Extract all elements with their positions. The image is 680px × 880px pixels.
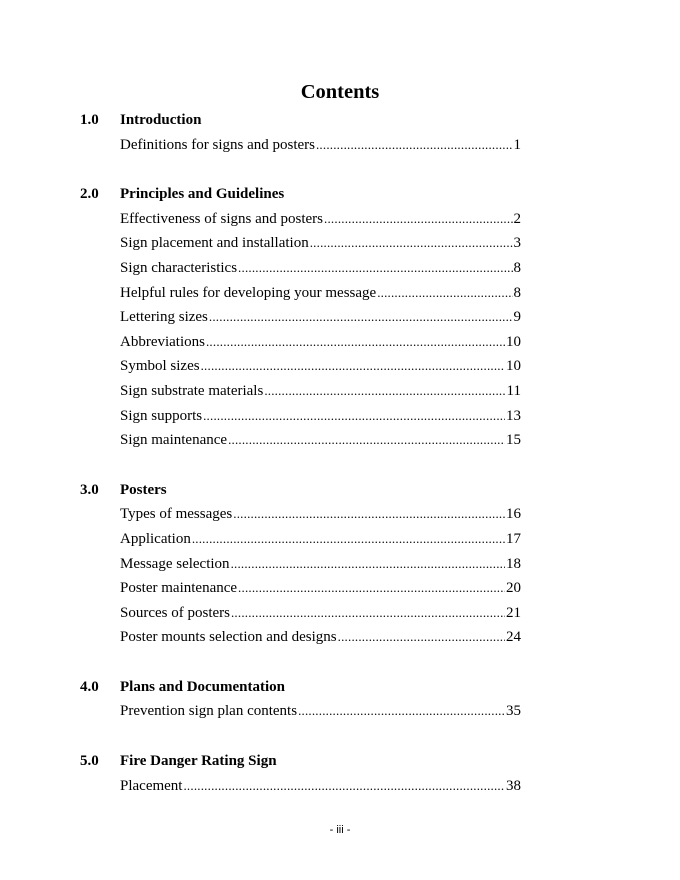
toc-entry[interactable]	[120, 774, 521, 799]
section-number: 3.0	[80, 481, 99, 498]
toc-entry[interactable]	[120, 281, 521, 306]
dot-leader	[298, 699, 505, 724]
section-heading	[0, 108, 680, 133]
toc-entry-page-number: 20	[506, 580, 521, 597]
toc-entry[interactable]	[120, 305, 521, 330]
dot-leader	[316, 133, 513, 158]
toc-entry-title: Sign supports	[120, 407, 203, 424]
dot-leader	[264, 379, 505, 404]
toc-entry-title: Lettering sizes	[120, 309, 208, 326]
toc-section	[0, 749, 680, 798]
section-number: 5.0	[80, 753, 99, 770]
table-of-contents	[0, 108, 680, 798]
dot-leader	[238, 576, 505, 601]
toc-entry-title: Sign placement and installation	[120, 235, 309, 252]
section-title: Posters	[120, 481, 167, 498]
toc-entry[interactable]	[120, 552, 521, 577]
toc-entry[interactable]	[120, 502, 521, 527]
toc-entry-page-number: 24	[506, 629, 521, 646]
dot-leader	[310, 231, 513, 256]
toc-entry[interactable]	[120, 207, 521, 232]
toc-entry-title: Effectiveness of signs and posters	[120, 210, 324, 227]
section-heading	[0, 182, 680, 207]
section-number: 4.0	[80, 678, 99, 695]
toc-entry-title: Abbreviations	[120, 333, 205, 350]
section-title: Principles and Guidelines	[120, 186, 285, 203]
toc-entry[interactable]	[120, 354, 521, 379]
toc-entry-page-number: 11	[506, 382, 521, 399]
toc-entry-page-number: 18	[506, 555, 521, 572]
toc-entry-title: Message selection	[120, 555, 230, 572]
toc-entry[interactable]	[120, 231, 521, 256]
toc-entry-title: Definitions for signs and posters	[120, 136, 315, 153]
section-heading	[0, 478, 680, 503]
toc-entry[interactable]	[120, 699, 521, 724]
toc-entry-page-number: 2	[513, 210, 521, 227]
dot-leader	[183, 774, 505, 799]
dot-leader	[228, 428, 505, 453]
toc-entry[interactable]	[120, 133, 521, 158]
toc-entry-page-number: 1	[513, 136, 521, 153]
toc-entry-title: Sign maintenance	[120, 432, 228, 449]
toc-entry-title: Types of messages	[120, 506, 233, 523]
section-heading	[0, 749, 680, 774]
section-title: Introduction	[120, 112, 202, 128]
toc-entry[interactable]	[120, 601, 521, 626]
section-title: Fire Danger Rating Sign	[120, 753, 277, 770]
toc-entry[interactable]	[120, 527, 521, 552]
section-title: Plans and Documentation	[120, 678, 286, 695]
toc-entry-title: Sign characteristics	[120, 259, 238, 276]
toc-section	[0, 675, 680, 724]
toc-entry-page-number: 35	[506, 703, 521, 720]
dot-leader	[377, 281, 512, 306]
page-number-footer: - iii -	[329, 824, 351, 836]
toc-entry-page-number: 10	[506, 358, 521, 375]
dot-leader	[231, 552, 505, 577]
toc-entry-page-number: 13	[506, 407, 521, 424]
dot-leader	[209, 305, 513, 330]
toc-entry-page-number: 9	[513, 309, 521, 326]
toc-entry-page-number: 15	[506, 432, 521, 449]
section-number: 1.0	[80, 112, 99, 128]
dot-leader	[238, 256, 512, 281]
toc-entry-title: Sign substrate materials	[120, 382, 264, 399]
toc-entry[interactable]	[120, 330, 521, 355]
toc-entry-title: Prevention sign plan contents	[120, 703, 298, 720]
toc-section	[0, 478, 680, 650]
section-heading	[0, 675, 680, 700]
toc-section	[0, 182, 680, 453]
toc-entry-title: Sources of posters	[120, 604, 230, 621]
dot-leader	[231, 601, 505, 626]
dot-leader	[206, 330, 505, 355]
toc-entry-page-number: 8	[513, 284, 521, 301]
toc-entry-page-number: 17	[506, 530, 521, 547]
toc-entry-title: Poster maintenance	[120, 580, 238, 597]
toc-entry-page-number: 10	[506, 333, 521, 350]
toc-entry[interactable]	[120, 428, 521, 453]
toc-entry-page-number: 3	[513, 235, 521, 252]
toc-entry[interactable]	[120, 379, 521, 404]
toc-entry-title: Helpful rules for developing your message	[120, 284, 377, 301]
dot-leader	[233, 502, 505, 527]
toc-entry[interactable]	[120, 576, 521, 601]
section-number: 2.0	[80, 186, 99, 203]
dot-leader	[192, 527, 505, 552]
toc-entry-page-number: 21	[506, 604, 521, 621]
dot-leader	[201, 354, 505, 379]
toc-entry-title: Poster mounts selection and designs	[120, 629, 337, 646]
toc-entry-page-number: 8	[513, 259, 521, 276]
toc-entry-title: Placement	[120, 777, 183, 794]
toc-section	[0, 108, 680, 157]
dot-leader	[324, 207, 512, 232]
toc-entry[interactable]	[120, 256, 521, 281]
dot-leader	[338, 625, 505, 650]
toc-entry-title: Application	[120, 530, 191, 547]
toc-entry-title: Symbol sizes	[120, 358, 200, 375]
toc-entry-page-number: 16	[506, 506, 521, 523]
dot-leader	[203, 404, 505, 429]
page-title: Contents	[300, 81, 380, 103]
toc-entry[interactable]	[120, 625, 521, 650]
toc-entry-page-number: 38	[506, 777, 521, 794]
toc-entry[interactable]	[120, 404, 521, 429]
